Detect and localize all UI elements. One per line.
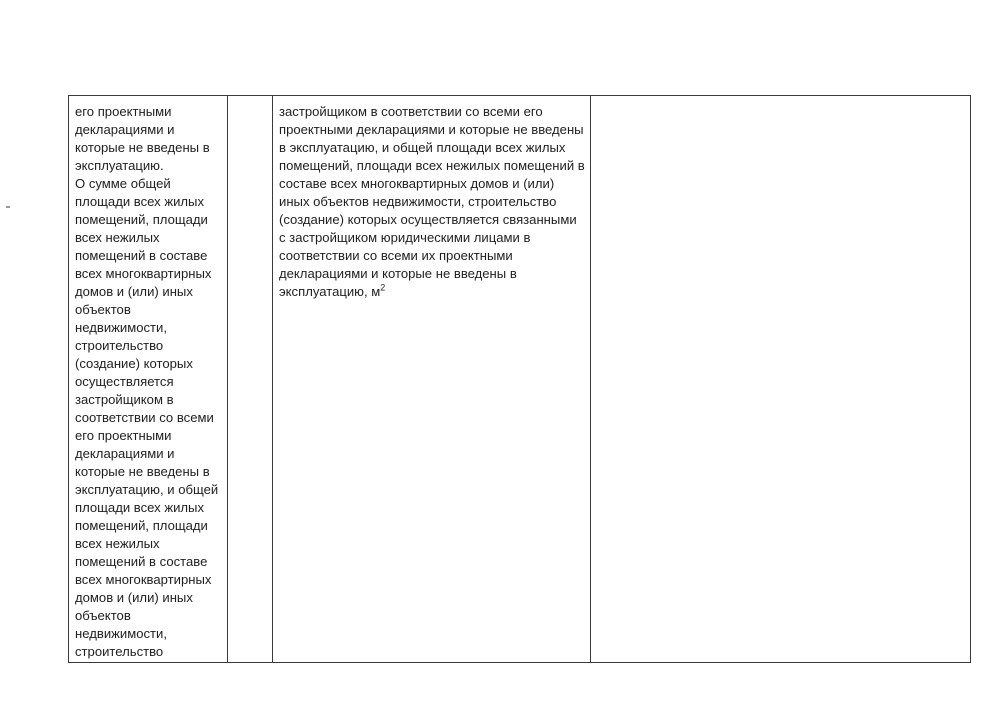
scan-artifact — [6, 206, 10, 208]
table-row — [69, 96, 971, 663]
indicator-text-wrap — [279, 104, 585, 299]
cell-indicator — [273, 96, 591, 663]
cell-number — [228, 96, 273, 663]
unit-superscript: 2 — [380, 282, 386, 293]
indicator-text: застройщиком в соответствии со всеми его проектными декларациями и которые не введены в эксплуатацию, и общей площади всех жилых помещений, площади всех нежилых помещений в составе всех многоквартирных домов и (или) иных объектов недвижимости, строительство (создание) которых осуществляется связанными с застройщиком юридическими лицами в соответствии со всеми их проектными декларациями и которые не введены в эксплуатацию, м — [279, 104, 585, 299]
document-table — [68, 95, 971, 663]
cell-description — [69, 96, 228, 663]
cell-value — [591, 96, 971, 663]
description-text: его проектными декларациями и которые не введены в эксплуатацию. О сумме общей площади всех жилых помещений, площади всех нежилых помещений в составе всех многоквартирных домов и (или) иных объектов недвижимости, строительство (создание) которых осуществляется застройщиком в соответствии со всеми его проектными декларациями и которые не введены в эксплуатацию, и общей площади всех жилых помещений, площади всех нежилых помещений в составе всех многоквартирных домов и (или) иных объектов недвижимости, строительство — [75, 104, 219, 659]
